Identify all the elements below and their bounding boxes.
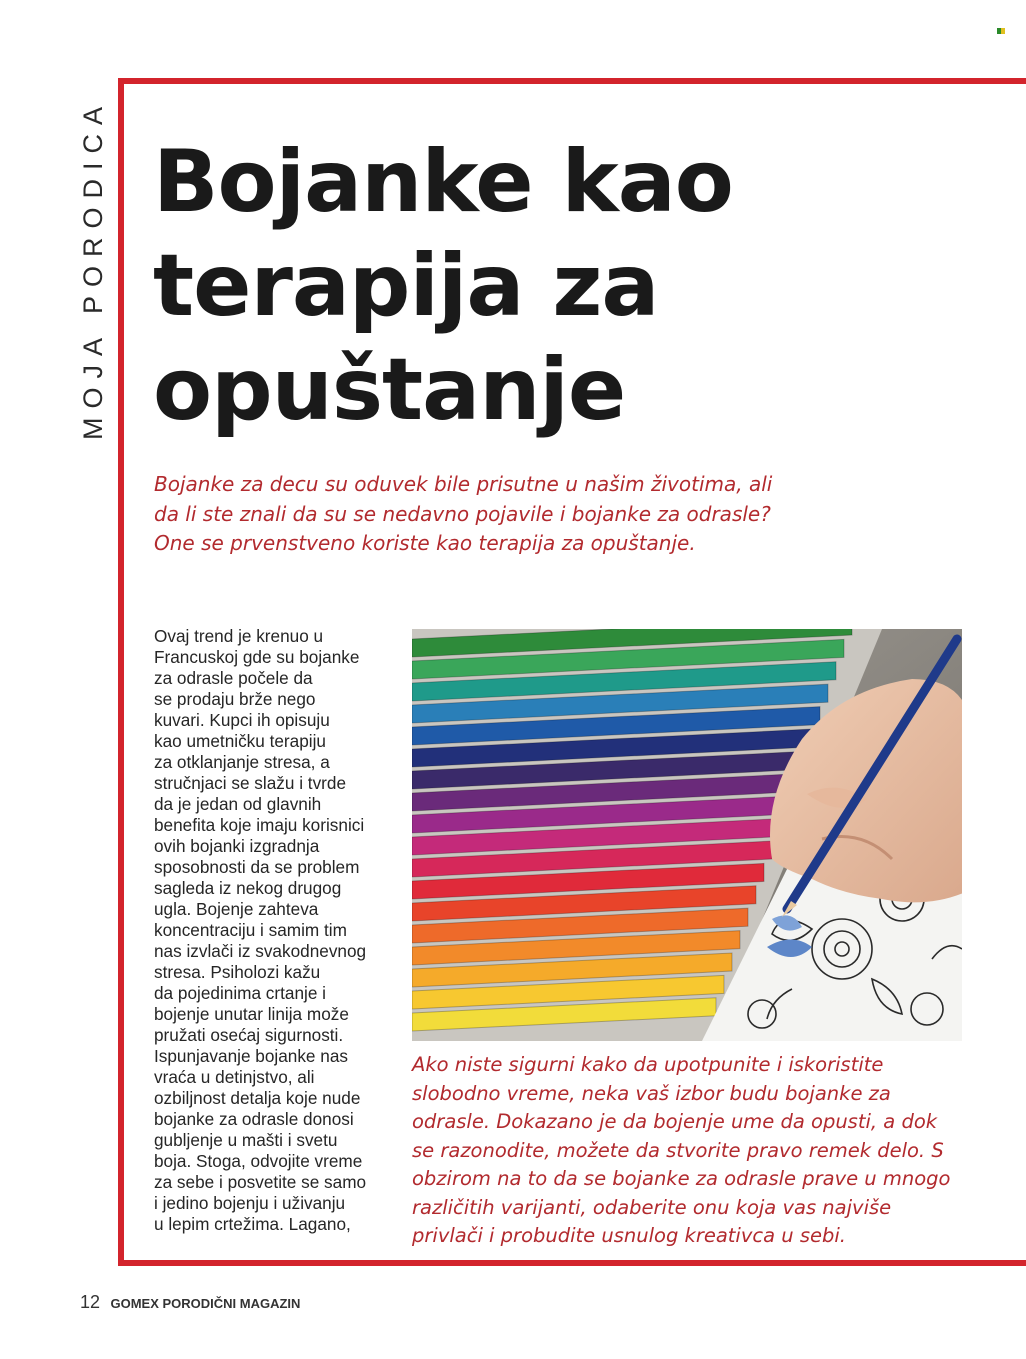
body-line: sagleda iz nekog drugog: [154, 878, 342, 898]
caption-line: odrasle. Dokazano je da bojenje ume da opusti, a dok: [412, 1110, 938, 1133]
body-line: za sebe i posvetite se samo: [154, 1172, 367, 1192]
article-title: Bojanke kao terapija za opuštanje: [153, 132, 733, 440]
body-line: ovih bojanki izgradnja: [154, 836, 320, 856]
body-line: gubljenje u mašti i svetu: [154, 1130, 338, 1150]
article-photo: [412, 629, 962, 1041]
body-line: kuvari. Kupci ih opisuju: [154, 710, 330, 730]
caption-line: slobodno vreme, neka vaš izbor budu bojanke za: [412, 1081, 891, 1105]
body-line: se prodaju brže nego: [154, 689, 316, 709]
body-line: za odrasle počele da: [154, 668, 313, 688]
coloring-pencils-illustration: [412, 629, 962, 1041]
body-line: koncentraciju i samim tim: [154, 920, 347, 940]
body-line: i jedino bojenju i uživanju: [154, 1193, 346, 1213]
caption-line: obzirom na to da se bojanke za odrasle prave u mnogo: [412, 1167, 951, 1190]
body-line: stručnjaci se slažu i tvrde: [154, 773, 346, 793]
print-registration-mark: [997, 28, 1005, 34]
section-label: MOJA PORODICA: [78, 97, 108, 440]
body-line: bojanke za odrasle donosi: [154, 1109, 354, 1129]
article-lead: Bojanke za decu su oduvek bile prisutne u našim životima, ali da li ste znali da su se nedavno pojavile i bojanke za odrasle? One se prvenstveno koriste kao terapija za opuštanje.: [154, 472, 773, 555]
body-line: da je jedan od glavnih: [154, 794, 322, 814]
body-line: nas izvlači iz svakodnevnog: [154, 941, 367, 961]
body-line: u lepim crtežima. Lagano,: [154, 1214, 351, 1234]
body-line: ozbiljnost detalja koje nude: [154, 1088, 361, 1108]
body-line: kao umetničku terapiju: [154, 731, 326, 751]
body-line: boja. Stoga, odvojite vreme: [154, 1151, 363, 1171]
caption-line: privlači i probudite usnulog kreativca u sebi.: [412, 1224, 846, 1247]
photo-caption: [412, 1051, 992, 1251]
body-line: benefita koje imaju korisnici: [154, 815, 365, 835]
body-line: sposobnosti da se problem: [154, 857, 360, 877]
caption-line: Ako niste sigurni kako da upotpunite i iskoristite: [412, 1053, 884, 1076]
body-line: pružati osećaj sigurnosti.: [154, 1025, 344, 1045]
page-footer: [80, 1292, 300, 1313]
magazine-name: GOMEX PORODIČNI MAGAZIN: [110, 1296, 301, 1311]
caption-line: se razonodite, možete da stvorite pravo remek delo. S: [412, 1138, 944, 1162]
body-line: Francuskoj gde su bojanke: [154, 647, 360, 667]
body-line: Ovaj trend je krenuo u: [154, 626, 324, 646]
body-line: ugla. Bojenje zahteva: [154, 899, 319, 919]
body-line: bojenje unutar linija može: [154, 1004, 349, 1024]
body-line: Ispunjavanje bojanke nas: [154, 1046, 348, 1066]
article-body: [154, 626, 390, 1235]
body-line: za otklanjanje stresa, a: [154, 752, 330, 772]
caption-line: različitih varijanti, odaberite onu koja vas najviše: [412, 1195, 892, 1219]
body-line: vraća u detinjstvo, ali: [154, 1067, 315, 1087]
page-number: 12: [80, 1292, 101, 1312]
body-line: da pojedinima crtanje i: [154, 983, 326, 1003]
body-line: stresa. Psiholozi kažu: [154, 962, 321, 982]
